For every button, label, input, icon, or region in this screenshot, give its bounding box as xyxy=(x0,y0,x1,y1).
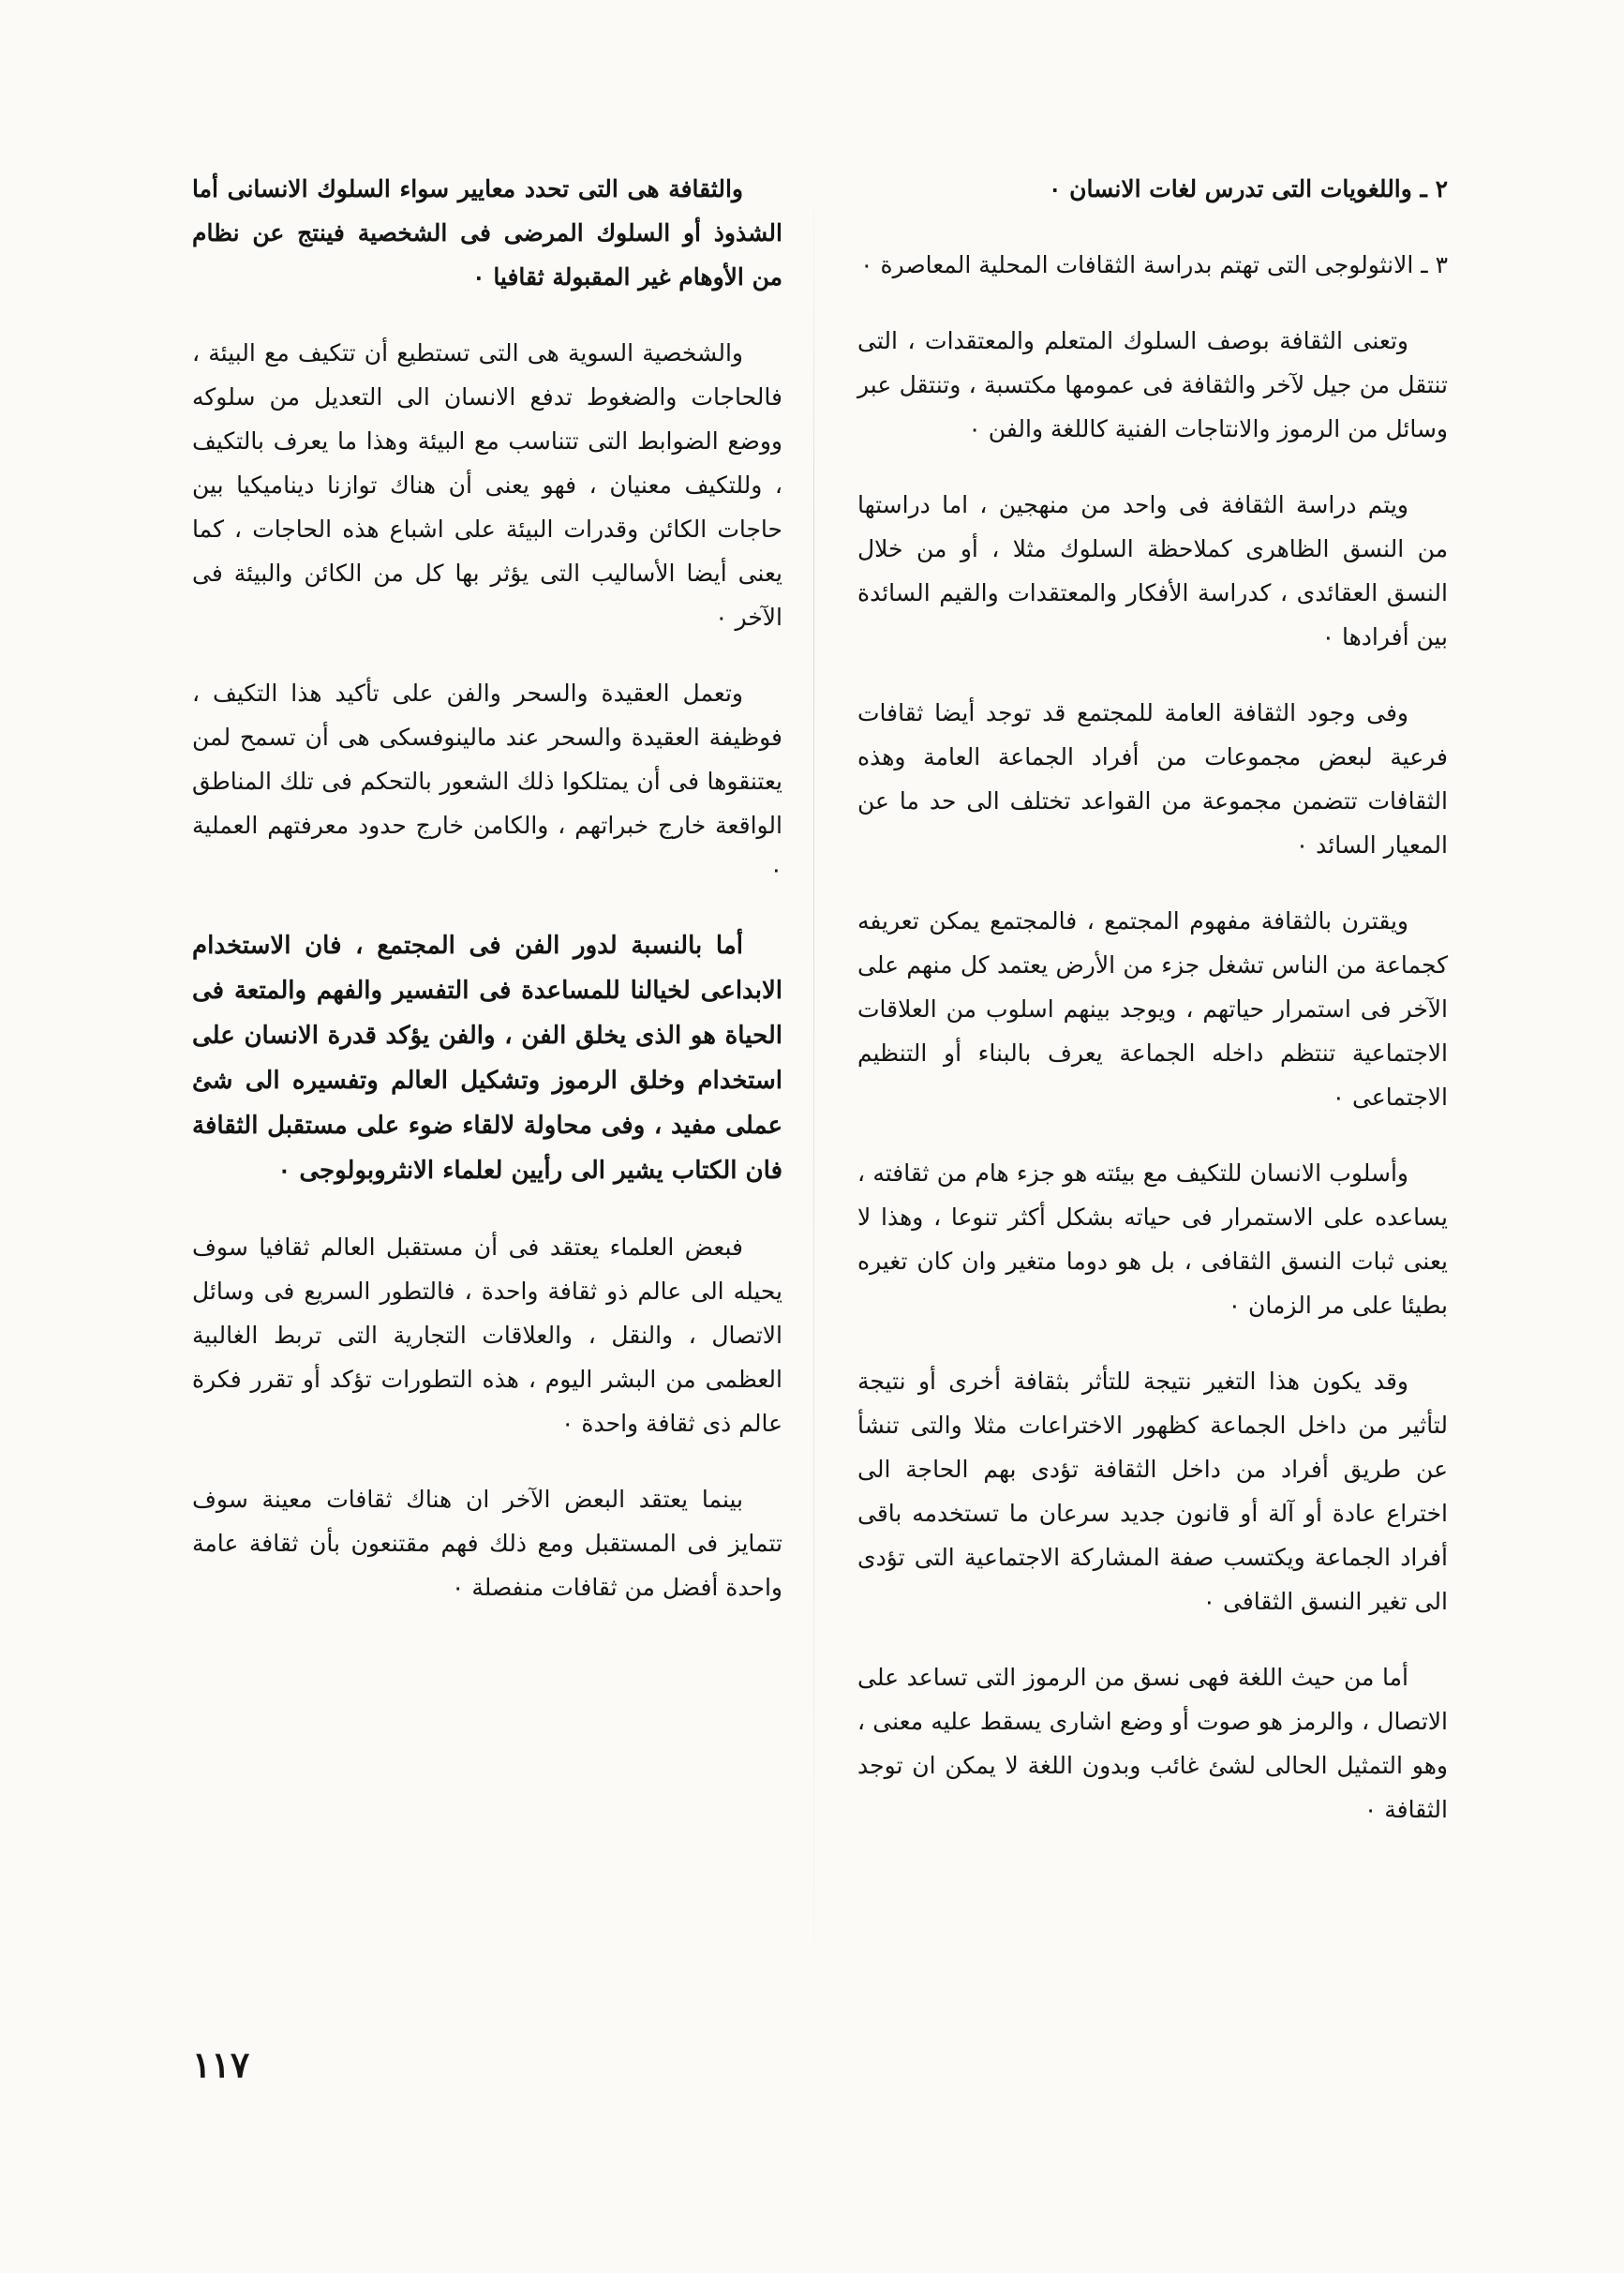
paragraph: ٣ ـ الانثولوجى التى تهتم بدراسة الثقافات المحلية المعاصرة ٠ xyxy=(860,251,1448,278)
paragraph: ٢ ـ واللغويات التى تدرس لغات الانسان ٠ xyxy=(1048,175,1448,202)
paragraph: ويقترن بالثقافة مفهوم المجتمع ، فالمجتمع يمكن تعريفه كجماعة من الناس تشغل جزء من الأرض يعتمد كل منهم على الآخر فى استمرار حياتهم ، ويوجد بينهم اسلوب من العلاقات الاجتماعية تنتظم داخله الجماعة يعرف بالبناء أو التنظيم الاجتماعى ٠ xyxy=(857,907,1448,1111)
paragraph: وفى وجود الثقافة العامة للمجتمع قد توجد أيضا ثقافات فرعية لبعض مجموعات من أفراد الجماعة العامة وهذه الثقافات تتضمن مجموعة من القواعد تختلف الى حد ما عن المعيار السائد ٠ xyxy=(857,699,1448,859)
paragraph: وأسلوب الانسان للتكيف مع بيئته هو جزء هام من ثقافته ، يساعده على الاستمرار فى حياته بشكل أكثر تنوعا ، وهذا لا يعنى ثبات النسق الثقافى ، بل هو دوما متغير وان كان تغيره بطيئا على مر الزمان ٠ xyxy=(857,1159,1448,1319)
paragraph: والشخصية السوية هى التى تستطيع أن تتكيف مع البيئة ، فالحاجات والضغوط تدفع الانسان الى التعديل من سلوكه ووضع الضوابط التى تتناسب مع البيئة وهذا ما يعرف بالتكيف ، وللتكيف معنيان ، فهو يعنى أن هناك توازنا ديناميكيا بين حاجات الكائن وقدرات البيئة على اشباع هذه الحاجات ، كما يعنى أيضا الأساليب التى يؤثر بها كل من الكائن والبيئة فى الآخر ٠ xyxy=(192,339,782,631)
page-number: ١١٧ xyxy=(192,2043,250,2086)
left-column xyxy=(192,167,782,1641)
paragraph: أما من حيث اللغة فهى نسق من الرموز التى تساعد على الاتصال ، والرمز هو صوت أو وضع اشارى يسقط عليه معنى ، وهو التمثيل الحالى لشئ غائب وبدون اللغة لا يمكن ان توجد الثقافة ٠ xyxy=(857,1664,1448,1823)
paragraph: وقد يكون هذا التغير نتيجة للتأثر بثقافة أخرى أو نتيجة لتأثير من داخل الجماعة كظهور الاختراعات مثلا والتى تنشأ عن طريق أفراد من داخل الثقافة تؤدى بهم الحاجة الى اختراع عادة أو آلة أو قانون جديد سرعان ما تستخدمه باقى أفراد الجماعة ويكتسب صفة المشاركة الاجتماعية التى تؤدى الى تغير النسق الثقافى ٠ xyxy=(857,1368,1448,1615)
paragraph: والثقافة هى التى تحدد معايير سواء السلوك الانسانى أما الشذوذ أو السلوك المرضى فى الشخصية فينتج عن نظام من الأوهام غير المقبولة ثقافيا ٠ xyxy=(192,175,782,291)
column-divider xyxy=(813,169,814,2025)
paragraph: وتعمل العقيدة والسحر والفن على تأكيد هذا التكيف ، فوظيفة العقيدة والسحر عند مالينوفسكى هى أن تسمح لمن يعتنقوها فى أن يمتلكوا ذلك الشعور بالتحكم فى تلك المناطق الواقعة خارج خبراتهم ، والكامن خارج حدود معرفتهم العملية ٠ xyxy=(192,680,782,883)
paragraph: فبعض العلماء يعتقد فى أن مستقبل العالم ثقافيا سوف يحيله الى عالم ذو ثقافة واحدة ، فالتطور السريع فى وسائل الاتصال ، والنقل ، والعلاقات التجارية التى تربط الغالبية العظمى من البشر اليوم ، هذه التطورات تؤكد أو تقرر فكرة عالم ذى ثقافة واحدة ٠ xyxy=(192,1234,782,1437)
paragraph: ويتم دراسة الثقافة فى واحد من منهجين ، اما دراستها من النسق الظاهرى كملاحظة السلوك مثلا ، أو من خلال النسق العقائدى ، كدراسة الأفكار والمعتقدات والقيم السائدة بين أفرادها ٠ xyxy=(857,491,1448,650)
paragraph: بينما يعتقد البعض الآخر ان هناك ثقافات معينة سوف تتمايز فى المستقبل ومع ذلك فهم مقتنعون بأن ثقافة عامة واحدة أفضل من ثقافات منفصلة ٠ xyxy=(192,1486,782,1601)
right-column xyxy=(857,167,1448,1863)
paragraph-emphasis: أما بالنسبة لدور الفن فى المجتمع ، فان الاستخدام الابداعى لخيالنا للمساعدة فى التفسير والفهم والمتعة فى الحياة هو الذى يخلق الفن ، والفن يؤكد قدرة الانسان على استخدام وخلق الرموز وتشكيل العالم وتفسيره الى شئ عملى مفيد ، وفى محاولة لالقاء ضوء على مستقبل الثقافة فان الكتاب يشير الى رأيين لعلماء الانثروبولوجى ٠ xyxy=(192,932,782,1185)
paragraph: وتعنى الثقافة بوصف السلوك المتعلم والمعتقدات ، التى تنتقل من جيل لآخر والثقافة فى عمومها مكتسبة ، وتنتقل عبر وسائل من الرموز والانتاجات الفنية كاللغة والفن ٠ xyxy=(857,327,1448,442)
